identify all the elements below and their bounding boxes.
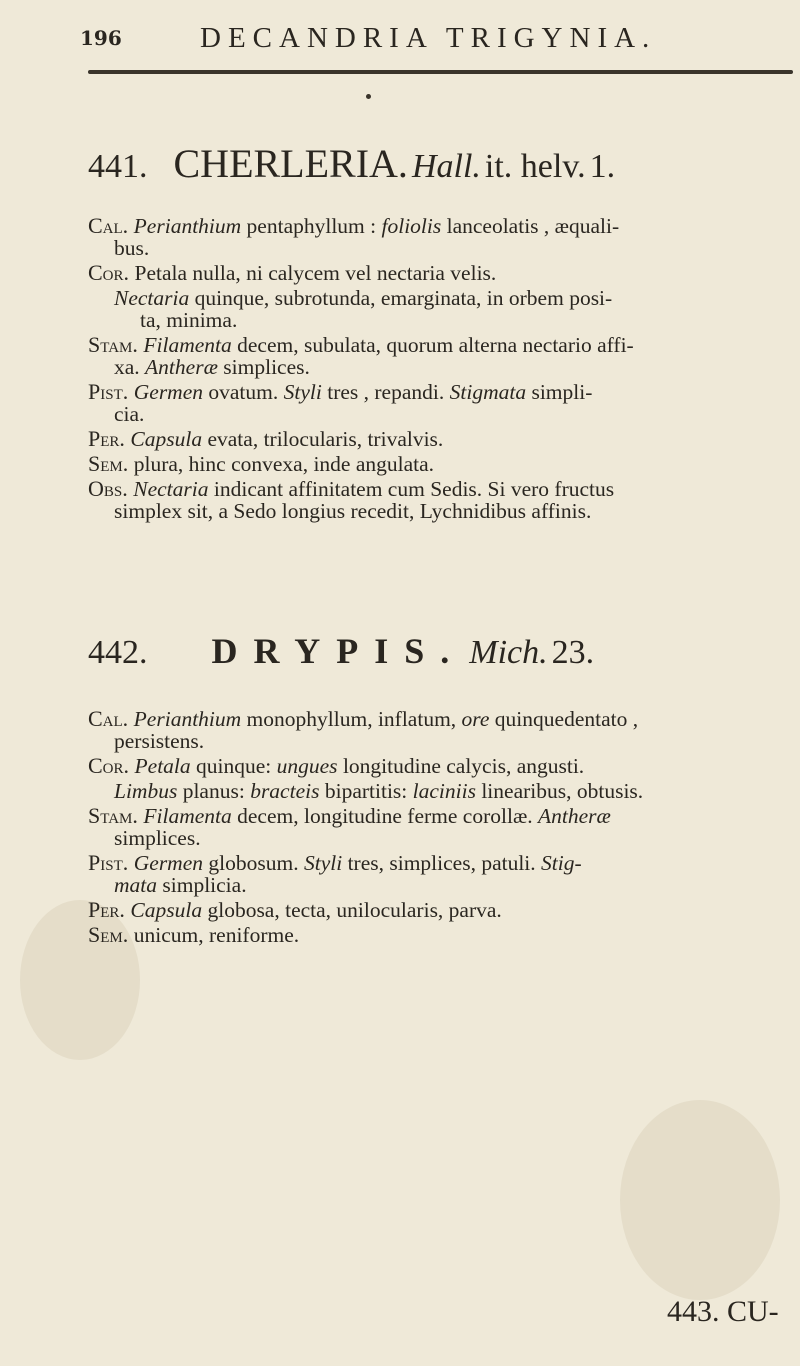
text-run: simpli- [526, 380, 593, 404]
genus-reference: 23. [551, 634, 595, 671]
genus-name: DRYPIS. [211, 631, 466, 671]
text-run: ovatum. [203, 380, 284, 404]
entry-label: Sem. [88, 922, 134, 947]
text-run: tres , repandi. [321, 380, 450, 404]
entry-label: Cor. [88, 260, 135, 285]
text-run: quinque: [190, 754, 277, 778]
text-run: planus: [177, 779, 251, 803]
text-run: bipartitis: [319, 779, 413, 803]
entry-continuation: ta, minima. [140, 308, 238, 332]
italic-term: Filamenta [143, 804, 232, 828]
entry-continuation: bus. [114, 236, 150, 260]
italic-term: Capsula [130, 898, 203, 922]
description-entry [88, 852, 793, 896]
italic-term: Perianthium [133, 214, 242, 238]
entry-label: Cor. [88, 753, 135, 778]
catchword: 443. CU- [667, 1295, 779, 1328]
italic-term: ore [461, 707, 490, 731]
description-entry [88, 805, 793, 849]
header-rule [88, 70, 793, 74]
italic-term: Antheræ [145, 355, 218, 379]
text-run: globosum. [203, 851, 304, 875]
italic-term: foliolis [381, 214, 442, 238]
text-run: longitudine calycis, angusti. [337, 754, 585, 778]
text-run: lanceolatis , æquali- [441, 214, 620, 238]
description-entry [88, 755, 793, 777]
description-entry [88, 780, 793, 802]
italic-term: ungues [276, 754, 338, 778]
italic-term: Filamenta [143, 333, 232, 357]
genus-number: 441. [88, 148, 148, 185]
text-run: Petala nulla, ni calycem vel nectaria velis. [134, 261, 497, 285]
italic-term: mata [114, 873, 157, 897]
genus-reference: it. helv. [484, 148, 586, 185]
text-run: quinquedentato , [489, 707, 639, 731]
entry-continuation [88, 874, 793, 896]
description-entry [88, 428, 793, 450]
description-entry [88, 453, 793, 475]
italic-term: Nectaria [114, 286, 190, 310]
italic-term: Stig- [541, 851, 582, 875]
entry-continuation: cia. [114, 402, 145, 426]
italic-term: Germen [133, 380, 204, 404]
genus-description-441 [88, 215, 793, 525]
italic-term: Styli [283, 380, 322, 404]
entry-continuation: simplices. [114, 826, 201, 850]
italic-term: Germen [133, 851, 204, 875]
description-entry [88, 478, 793, 522]
description-entry [88, 708, 793, 752]
text-run: decem, longitudine ferme corollæ. [231, 804, 539, 828]
ornament-dot [366, 94, 371, 99]
italic-term: Limbus [114, 779, 178, 803]
entry-continuation: simplex sit, a Sedo longius recedit, Lychnidibus affinis. [114, 499, 592, 523]
description-entry [88, 899, 793, 921]
genus-author: Mich. [469, 634, 548, 671]
description-entry [88, 334, 793, 378]
description-entry [88, 262, 793, 284]
text-run: quinque, subrotunda, emarginata, in orbem posi- [189, 286, 613, 310]
genus-number: 442. [88, 634, 148, 671]
italic-term: laciniis [412, 779, 476, 803]
text-run: decem, subulata, quorum alterna nectario affi- [231, 333, 634, 357]
running-head [0, 22, 800, 62]
text-run: indicant affinitatem cum Sedis. Si vero fructus [208, 477, 615, 501]
entry-label: Sem. [88, 451, 134, 476]
page-number: 196 [80, 26, 122, 50]
text-run: xa. [114, 355, 146, 379]
text-run: simplicia. [157, 873, 247, 897]
description-entry [88, 924, 793, 946]
entry-label: Per. [88, 426, 131, 451]
entry-continuation [88, 356, 793, 378]
entry-label: Cal. [88, 213, 134, 238]
entry-label: Pist. [88, 379, 134, 404]
description-entry [88, 381, 793, 425]
italic-term: Antheræ [538, 804, 611, 828]
italic-term: Stigmata [449, 380, 527, 404]
entry-label: Per. [88, 897, 131, 922]
italic-term: Styli [303, 851, 343, 875]
running-title: DECANDRIA TRIGYNIA. [200, 22, 657, 54]
text-run: monophyllum, inflatum, [241, 707, 462, 731]
genus-name: CHERLERIA. [173, 141, 408, 186]
text-run: unicum, reniforme. [133, 923, 300, 947]
genus-volume: 1. [589, 148, 616, 185]
italic-term: Perianthium [133, 707, 242, 731]
text-run: globosa, tecta, unilocularis, parva. [202, 898, 502, 922]
text-run: tres, simplices, patuli. [342, 851, 542, 875]
italic-term: Petala [134, 754, 191, 778]
entry-label: Pist. [88, 850, 134, 875]
description-entry [88, 215, 793, 259]
description-entry [88, 287, 793, 331]
genus-heading-442 [88, 630, 594, 672]
genus-description-442 [88, 708, 793, 949]
entry-label: Stam. [88, 803, 144, 828]
entry-label: Cal. [88, 706, 134, 731]
text-run: linearibus, obtusis. [475, 779, 644, 803]
entry-label: Obs. [88, 476, 134, 501]
italic-term: Capsula [130, 427, 203, 451]
italic-term: Nectaria [133, 477, 209, 501]
paper-stain [620, 1100, 780, 1300]
text-run: evata, trilocularis, trivalvis. [202, 427, 444, 451]
text-run: simplices. [217, 355, 310, 379]
entry-label: Stam. [88, 332, 144, 357]
text-run: plura, hinc convexa, inde angulata. [133, 452, 435, 476]
genus-author: Hall. [411, 148, 481, 185]
text-run: pentaphyllum : [241, 214, 382, 238]
entry-continuation: persistens. [114, 729, 205, 753]
genus-heading-441 [88, 140, 615, 187]
italic-term: bracteis [250, 779, 320, 803]
